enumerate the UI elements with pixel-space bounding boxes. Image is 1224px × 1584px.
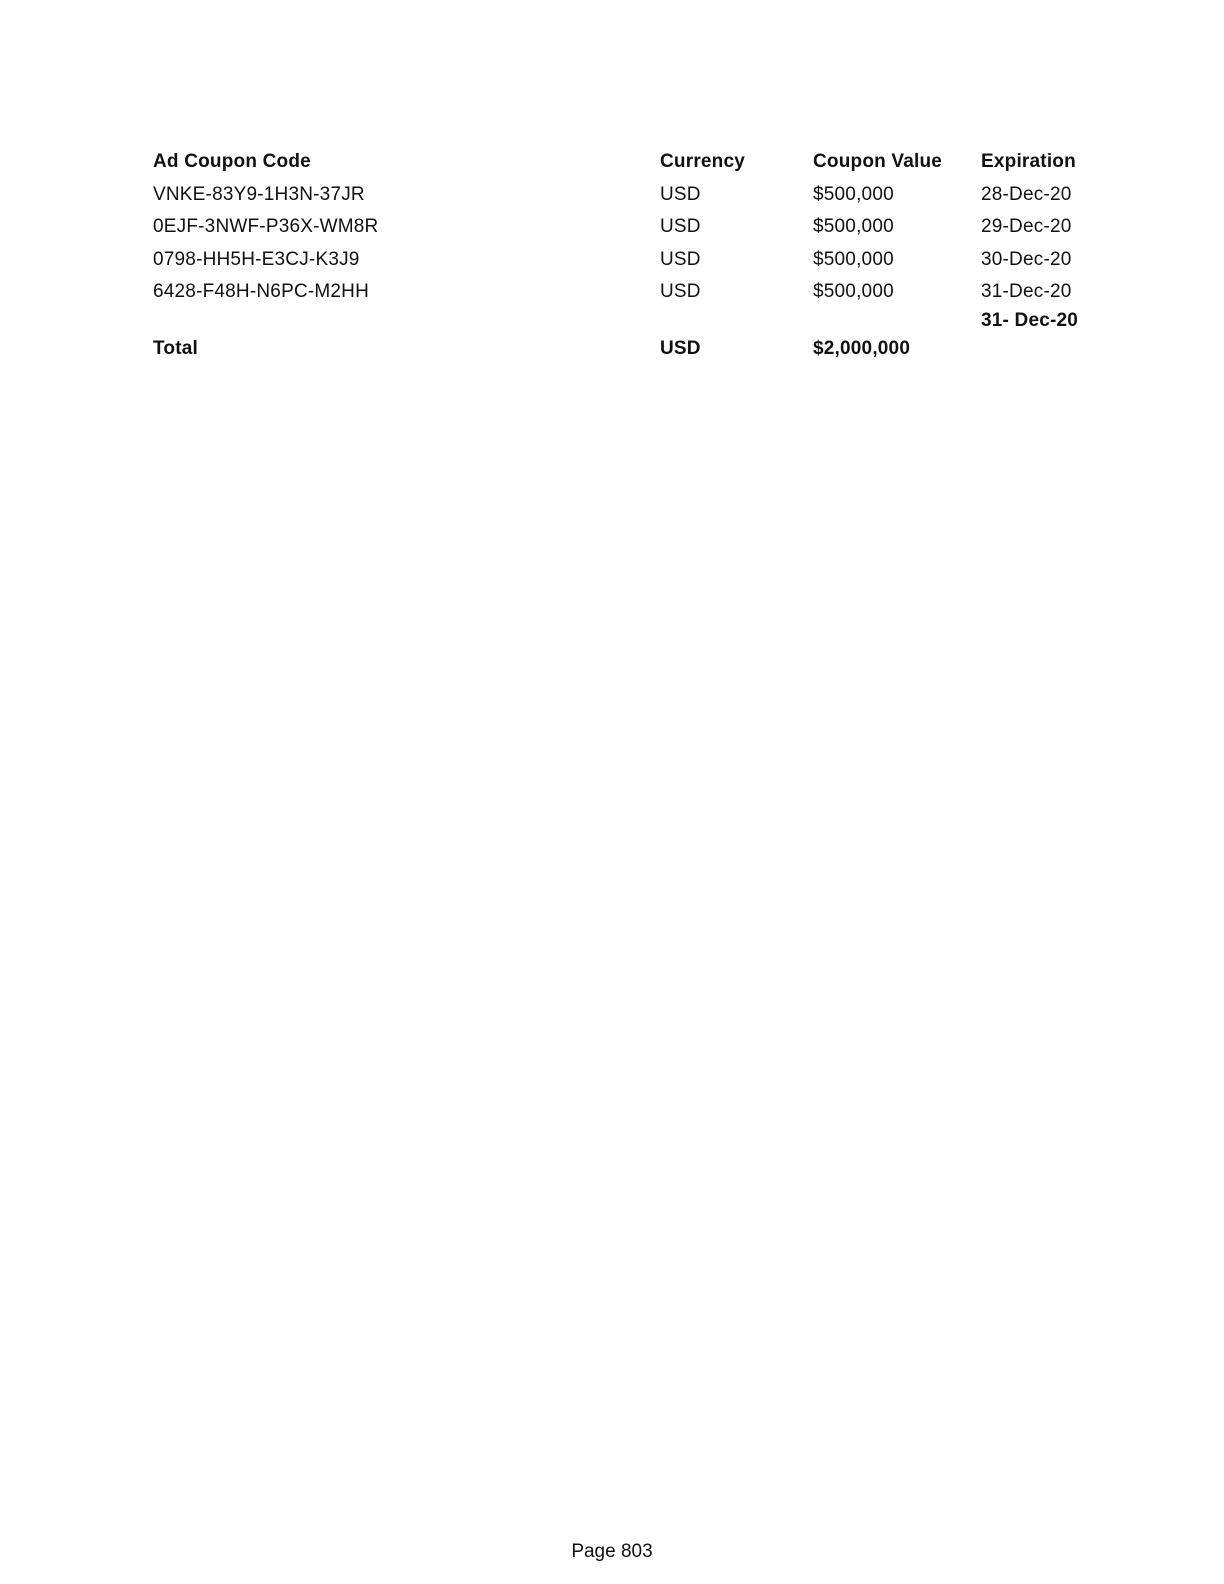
header-currency: Currency [660,151,746,172]
table-total-row [153,311,1093,371]
coupon-code-cell: 0798-HH5H-E3CJ-K3J9 [153,248,360,270]
expiration-cell: 28-Dec-20 [981,183,1072,205]
expiration-cell: 31-Dec-20 [981,281,1072,302]
total-value: $2,000,000 [813,337,911,359]
page-number: Page 803 [571,1541,653,1562]
table-header-row [153,148,1093,181]
currency-cell: USD [660,281,701,302]
header-ad-coupon-code: Ad Coupon Code [153,151,311,172]
table-row [153,181,1093,214]
table-row [153,246,1093,279]
table-row [153,213,1093,246]
header-coupon-value: Coupon Value [813,151,943,172]
header-expiration: Expiration [981,151,1076,172]
expiration-cell: 29-Dec-20 [981,216,1072,237]
total-label: Total [153,337,198,359]
coupon-value-cell: $500,000 [813,248,894,270]
coupon-value-cell: $500,000 [813,183,894,205]
total-currency: USD [660,337,701,359]
total-expiration: 31- Dec-20 [981,309,1079,331]
table-row [153,278,1093,311]
coupon-value-cell: $500,000 [813,216,894,237]
currency-cell: USD [660,248,701,270]
currency-cell: USD [660,216,701,237]
coupon-code-cell: 0EJF-3NWF-P36X-WM8R [153,216,379,237]
coupon-code-cell: VNKE-83Y9-1H3N-37JR [153,183,365,205]
currency-cell: USD [660,183,701,205]
coupon-code-cell: 6428-F48H-N6PC-M2HH [153,281,370,302]
coupon-value-cell: $500,000 [813,281,894,302]
coupon-table [153,148,1093,371]
expiration-cell: 30-Dec-20 [981,248,1072,270]
